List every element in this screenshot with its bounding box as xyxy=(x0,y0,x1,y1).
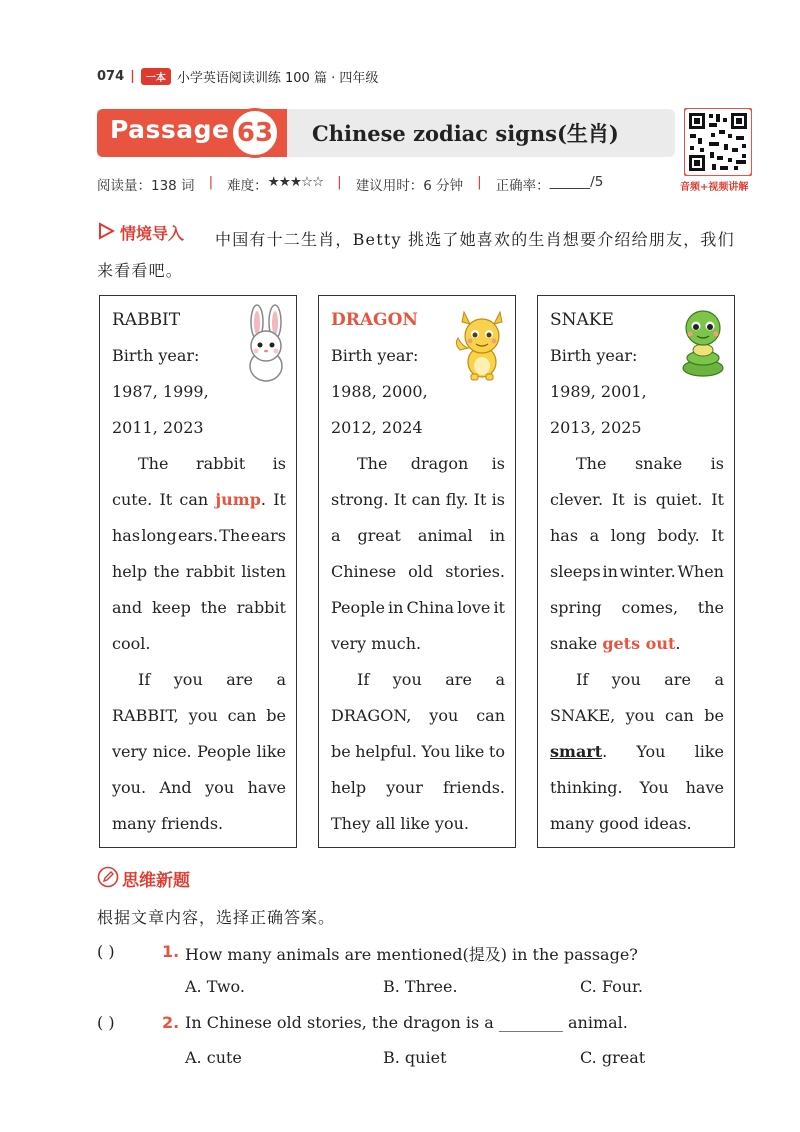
word: very xyxy=(112,742,148,761)
word: in xyxy=(489,526,505,545)
word: jump. xyxy=(215,490,267,509)
text-line xyxy=(112,562,286,581)
passage-title: Chinese zodiac signs(生肖) xyxy=(312,121,619,146)
word: ears xyxy=(251,526,286,545)
word: nice. xyxy=(152,742,192,761)
text-line xyxy=(550,454,724,473)
birth-year-label: Birth year: xyxy=(112,346,200,365)
word: If xyxy=(138,670,151,689)
text-line: They all like you. xyxy=(331,814,469,833)
word: If xyxy=(357,670,370,689)
word: great xyxy=(357,526,401,545)
text-line xyxy=(331,454,505,473)
text-line xyxy=(112,526,286,545)
word: comes, xyxy=(621,598,679,617)
word: It xyxy=(473,490,487,509)
birth-years: 1988, 2000, xyxy=(331,382,428,401)
text-line: many friends. xyxy=(112,814,224,833)
word: are xyxy=(445,670,472,689)
word: People xyxy=(197,742,252,761)
accuracy-label: 正确率： xyxy=(495,178,550,194)
text-line xyxy=(331,706,505,725)
word: It xyxy=(159,490,173,509)
word: sleeps xyxy=(550,562,601,581)
dragon-icon xyxy=(454,304,510,382)
birth-years: 2011, 2023 xyxy=(112,418,204,437)
word: And xyxy=(159,778,192,797)
word: you xyxy=(173,670,203,689)
word: in xyxy=(602,562,618,581)
accuracy-value: ______/5 xyxy=(549,174,604,190)
word: you xyxy=(625,706,655,725)
word: to xyxy=(488,742,505,761)
word: a xyxy=(714,670,724,689)
word: If xyxy=(576,670,589,689)
word: rabbit xyxy=(195,454,246,473)
word: fly. xyxy=(445,490,469,509)
word: you. xyxy=(112,778,147,797)
play-triangle-icon xyxy=(97,222,115,240)
birth-year-label: Birth year: xyxy=(331,346,419,365)
text-line xyxy=(550,562,724,581)
word: is xyxy=(633,490,647,509)
word: a xyxy=(331,526,341,545)
word: . xyxy=(675,634,681,653)
word: like xyxy=(694,742,724,761)
word: It xyxy=(273,490,286,509)
text-line xyxy=(112,706,286,725)
word: you xyxy=(205,778,235,797)
word: snake xyxy=(550,634,603,653)
word: keep xyxy=(151,598,191,617)
info-row xyxy=(97,174,603,194)
word: has xyxy=(550,526,579,545)
word: cute. xyxy=(112,490,153,509)
word: old xyxy=(408,562,434,581)
word: a xyxy=(276,670,286,689)
option-c[interactable]: C. Four. xyxy=(580,977,643,996)
answer-blank[interactable]: ( ) xyxy=(97,1013,115,1032)
word: It xyxy=(711,526,724,545)
word: help xyxy=(112,562,148,581)
word: have xyxy=(247,778,286,797)
word: can xyxy=(476,706,505,725)
word: The xyxy=(576,454,607,473)
word: a xyxy=(589,526,600,545)
word: are xyxy=(226,670,253,689)
word: you xyxy=(611,670,641,689)
dragon-card xyxy=(318,295,516,848)
card-name: RABBIT xyxy=(112,310,181,330)
suggested-time: 建议用时：6 分钟 xyxy=(355,178,464,194)
text-line xyxy=(550,526,724,545)
word: you xyxy=(188,706,218,725)
text-line xyxy=(112,598,286,617)
word: can xyxy=(665,706,694,725)
word: People xyxy=(331,598,385,617)
option-b[interactable]: B. quiet xyxy=(383,1048,447,1067)
highlight-word: gets out xyxy=(602,634,676,653)
series-title: 小学英语阅读训练 100 篇 · 四年级 xyxy=(176,70,379,86)
word: you xyxy=(429,706,459,725)
word: When xyxy=(677,562,724,581)
text-line xyxy=(331,742,505,761)
word: a xyxy=(495,670,505,689)
word: help xyxy=(331,778,367,797)
text-line xyxy=(550,670,724,689)
question-number: 2. xyxy=(162,1013,180,1032)
word: thinking. xyxy=(550,778,623,797)
text-line xyxy=(550,706,724,725)
word: you xyxy=(392,670,422,689)
question-number: 1. xyxy=(162,942,180,961)
text-line xyxy=(550,490,724,509)
word: It xyxy=(393,490,407,509)
word: be xyxy=(704,706,724,725)
word: has xyxy=(112,526,141,545)
snake-icon xyxy=(678,306,728,378)
word: RABBIT, xyxy=(112,706,179,725)
word: The xyxy=(138,454,169,473)
word: friends. xyxy=(442,778,505,797)
page-header xyxy=(97,66,378,86)
section-label: 思维新题 xyxy=(122,871,190,891)
text-line xyxy=(331,670,505,689)
word: have xyxy=(685,778,724,797)
word: can xyxy=(227,706,257,725)
word: is xyxy=(272,454,286,473)
word: rabbit xyxy=(185,562,236,581)
word: You xyxy=(636,742,666,761)
publisher-logo: 一本 xyxy=(141,68,171,85)
text-line xyxy=(331,490,505,509)
word: is xyxy=(710,454,724,473)
word: your xyxy=(386,778,423,797)
text-line xyxy=(331,562,505,581)
rabbit-icon xyxy=(242,304,290,384)
word: be xyxy=(266,706,286,725)
word: is xyxy=(491,490,505,509)
birth-year-label: Birth year: xyxy=(550,346,638,365)
passage-word: Passage xyxy=(110,115,230,144)
text-line xyxy=(112,670,286,689)
option-b[interactable]: B. Three. xyxy=(383,977,458,996)
card-name: DRAGON xyxy=(331,310,418,330)
word: spring xyxy=(550,598,602,617)
word: and xyxy=(112,598,143,617)
text-line xyxy=(112,742,286,761)
page-number: 074 xyxy=(97,68,125,84)
word: are xyxy=(664,670,691,689)
info-divider: | xyxy=(477,174,482,190)
word: be xyxy=(331,742,351,761)
text-line xyxy=(331,526,505,545)
word: long xyxy=(141,526,177,545)
word: China xyxy=(406,598,455,617)
word: SNAKE, xyxy=(550,706,616,725)
word: love xyxy=(457,598,491,617)
text-line xyxy=(112,454,286,473)
option-a[interactable]: A. Two. xyxy=(185,977,245,996)
birth-years: 1987, 1999, xyxy=(112,382,209,401)
word-count: 阅读量：138 词 xyxy=(97,178,195,194)
passage-number: 63 xyxy=(230,108,280,158)
word: like xyxy=(454,742,485,761)
intro-label: 情境导入 xyxy=(120,224,185,243)
text-line xyxy=(331,778,505,797)
intro-text: 中国有十二生肖，Betty 挑选了她喜欢的生肖想要介绍给朋友，我们 xyxy=(215,230,735,249)
text-line xyxy=(112,490,286,509)
answer-blank[interactable]: ( ) xyxy=(97,942,115,961)
word: listen xyxy=(241,562,286,581)
word: DRAGON, xyxy=(331,706,412,725)
word: animal xyxy=(417,526,473,545)
snake-card xyxy=(537,295,735,848)
word: can xyxy=(179,490,209,509)
word: the xyxy=(153,562,180,581)
word: The xyxy=(219,526,250,545)
option-a[interactable]: A. cute xyxy=(185,1048,242,1067)
word: The xyxy=(357,454,388,473)
word: winter. xyxy=(619,562,676,581)
text-line: cool. xyxy=(112,634,151,653)
word: the xyxy=(200,598,227,617)
instruction: 根据文章内容，选择正确答案。 xyxy=(97,908,336,927)
text-line xyxy=(550,742,724,761)
word: Chinese xyxy=(331,562,397,581)
word: long xyxy=(610,526,646,545)
birth-years: 2013, 2025 xyxy=(550,418,642,437)
word: helpful. xyxy=(355,742,417,761)
text-line: many good ideas. xyxy=(550,814,692,833)
text-line xyxy=(112,778,286,797)
word: clever. xyxy=(550,490,604,509)
word: snake xyxy=(634,454,683,473)
word: like xyxy=(256,742,286,761)
word: You xyxy=(639,778,669,797)
word: it xyxy=(493,598,505,617)
word: quiet. xyxy=(655,490,703,509)
word: strong. xyxy=(331,490,389,509)
word: the xyxy=(697,598,724,617)
question-text: In Chinese old stories, the dragon is a ________ animal. xyxy=(185,1013,628,1032)
intro-text-continued: 来看看吧。 xyxy=(97,261,184,280)
word: is xyxy=(491,454,505,473)
pencil-icon xyxy=(97,866,119,888)
word: stories. xyxy=(445,562,505,581)
word: It xyxy=(711,490,724,509)
question-text: How many animals are mentioned(提及) in the passage? xyxy=(185,945,638,964)
text-line xyxy=(550,598,724,617)
word: in xyxy=(388,598,404,617)
info-divider: | xyxy=(208,174,214,190)
text-line: very much. xyxy=(331,634,422,653)
word: dragon xyxy=(410,454,469,473)
word: You xyxy=(421,742,451,761)
text-line xyxy=(331,598,505,617)
qr-code[interactable] xyxy=(684,108,752,176)
rabbit-card xyxy=(99,295,297,848)
info-divider: | xyxy=(337,174,342,190)
word: can xyxy=(411,490,441,509)
word: rabbit xyxy=(236,598,286,617)
birth-years: 1989, 2001, xyxy=(550,382,647,401)
text-line xyxy=(550,634,680,653)
card-name: SNAKE xyxy=(550,310,614,330)
word: body. xyxy=(657,526,700,545)
option-c[interactable]: C. great xyxy=(580,1048,646,1067)
birth-years: 2012, 2024 xyxy=(331,418,423,437)
text-line xyxy=(550,778,724,797)
difficulty-stars: ★★★☆☆ xyxy=(267,174,324,190)
difficulty-label: 难度： xyxy=(227,178,268,194)
word: It xyxy=(611,490,625,509)
header-divider: | xyxy=(130,68,135,84)
word: smart. xyxy=(550,742,608,761)
word: ears. xyxy=(178,526,218,545)
qr-label: 音频+视频讲解 xyxy=(680,182,749,193)
